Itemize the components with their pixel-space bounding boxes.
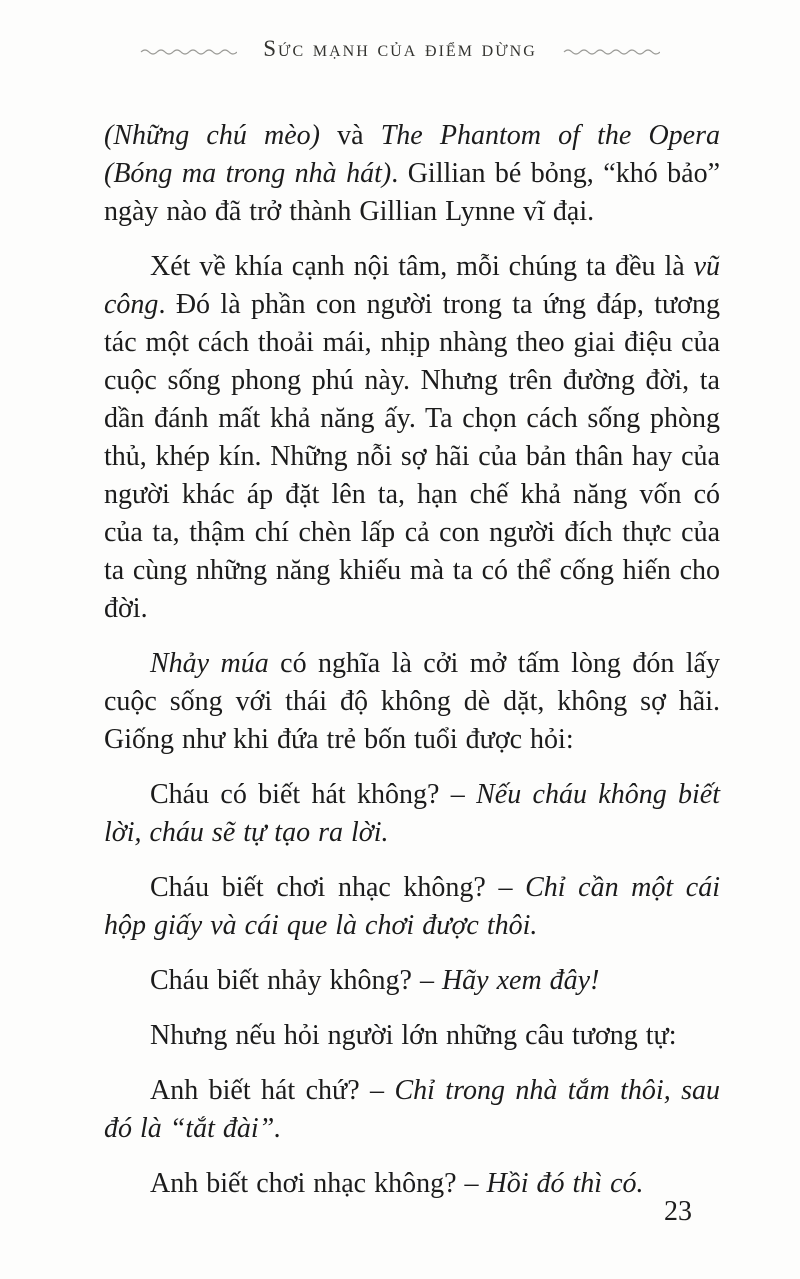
text-segment: Hồi đó thì có. bbox=[486, 1168, 644, 1199]
wave-decoration-left-icon bbox=[140, 48, 237, 56]
text-segment: Chỉ trong nhà tắm thôi, sau đó là “tắt đài”. bbox=[104, 1075, 721, 1144]
running-header-title: Sức mạnh của điểm dừng bbox=[263, 36, 537, 61]
text-segment: . Đó là phần con người trong ta ứng đáp, tương tác một cách thoải mái, nhịp nhàng theo giai điệu của cuộc sống phong phú này. Nhưng trên đường đời, ta dần đánh mất khả năng ấy. Ta chọn cách sống phòng thủ, khép kín. Những nỗi sợ hãi của bản thân hay của người khác áp đặt lên ta, hạn chế khả năng vốn có của ta, thậm chí chèn lấp cả con người đích thực của ta cùng những năng khiếu mà ta có thể cống hiến cho đời. bbox=[104, 289, 720, 624]
text-segment: Cháu biết chơi nhạc không? – bbox=[150, 872, 526, 903]
paragraph bbox=[104, 776, 720, 852]
text-segment: . Gillian bé bỏng, “khó bảo” ngày nào đã trở thành Gillian Lynne vĩ đại. bbox=[104, 158, 721, 227]
text-segment: Cháu biết nhảy không? – bbox=[150, 965, 442, 996]
page-number: 23 bbox=[664, 1196, 692, 1227]
text-segment: Chỉ cần một cái hộp giấy và cái que là chơi được thôi. bbox=[104, 872, 721, 941]
paragraph bbox=[104, 645, 720, 759]
text-segment: Xét về khía cạnh nội tâm, mỗi chúng ta đều là bbox=[150, 251, 694, 282]
text-segment: có nghĩa là cởi mở tấm lòng đón lấy cuộc sống với thái độ không dè dặt, không sợ hãi. Giống như khi đứa trẻ bốn tuổi được hỏi: bbox=[104, 648, 720, 755]
text-segment: Nếu cháu không biết lời, cháu sẽ tự tạo ra lời. bbox=[104, 779, 721, 848]
text-segment: và bbox=[337, 120, 381, 151]
paragraph bbox=[104, 962, 720, 1000]
text-segment: vũ công bbox=[104, 251, 720, 320]
paragraph bbox=[104, 1017, 720, 1055]
paragraph bbox=[104, 117, 720, 231]
running-header bbox=[0, 36, 800, 62]
text-segment: (Những chú mèo) bbox=[104, 120, 338, 151]
paragraph bbox=[104, 1072, 720, 1148]
text-segment: Anh biết hát chứ? – bbox=[150, 1075, 395, 1106]
paragraph bbox=[104, 869, 720, 945]
text-segment: Hãy xem đây! bbox=[441, 965, 600, 996]
text-segment: Nhảy múa bbox=[150, 648, 269, 679]
page-body bbox=[104, 117, 720, 1220]
text-segment: The Phantom of the Opera (Bóng ma trong nhà hát) bbox=[104, 120, 720, 189]
text-segment: Nhưng nếu hỏi người lớn những câu tương tự: bbox=[150, 1020, 677, 1051]
text-segment: Anh biết chơi nhạc không? – bbox=[150, 1168, 487, 1199]
wave-decoration-right-icon bbox=[563, 48, 660, 56]
paragraph bbox=[104, 248, 720, 628]
text-segment: Cháu có biết hát không? – bbox=[150, 779, 477, 810]
